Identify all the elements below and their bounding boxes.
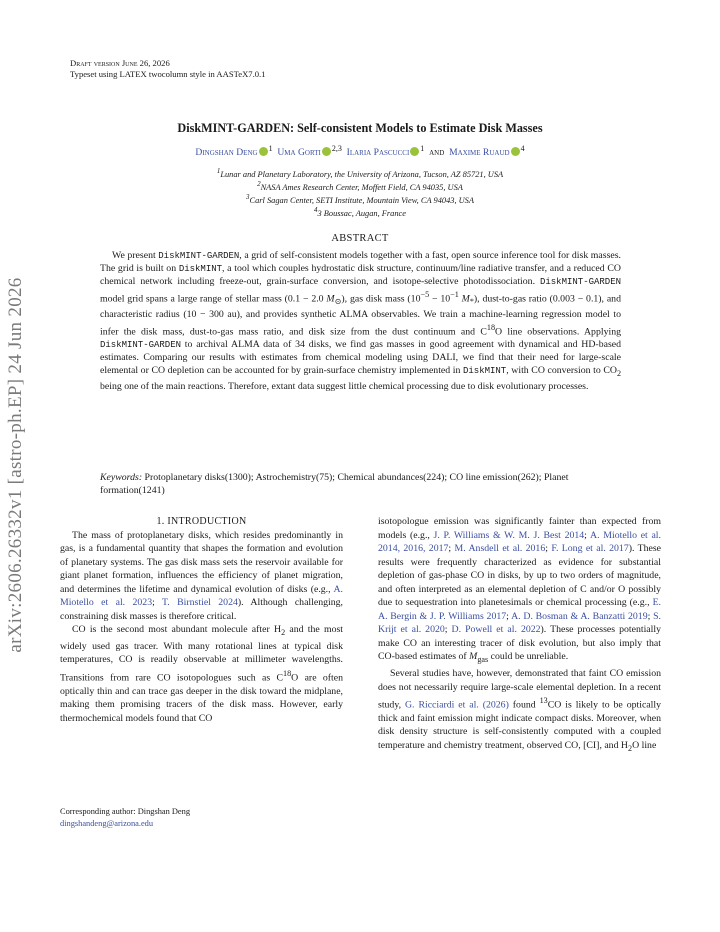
- section-heading: 1. INTRODUCTION: [156, 516, 247, 527]
- citation-link[interactable]: A. Miotello et al. 2014, 2016, 2017: [378, 529, 661, 555]
- affiliation: $^4$3 Boussac, Augan, France: [314, 206, 406, 218]
- citation-link[interactable]: T. Birnstiel 2024: [162, 597, 238, 609]
- citation-link[interactable]: G. Ricciardi et al. (2026): [404, 699, 509, 711]
- arxiv-sidebar-stamp[interactable]: arXiv:2606.26332v1 [astro-ph.EP] 24 Jun 2026: [5, 277, 26, 653]
- citation-link[interactable]: A. D. Bosman & A. Banzatti 2019: [511, 610, 648, 622]
- author-name[interactable]: Maxime Ruaud: [449, 147, 510, 159]
- affiliation: $^3$Carl Sagan Center, SETI Institute, Mountain View, CA 94043, USA: [246, 193, 474, 205]
- orcid-icon[interactable]: [511, 147, 520, 156]
- email-link[interactable]: dingshandeng@arizona.edu: [60, 819, 154, 828]
- orcid-icon[interactable]: [322, 147, 331, 156]
- orcid-icon[interactable]: [410, 147, 419, 156]
- typeset-line: Typeset using LATEX twocolumn style in AASTeX7.0.1: [70, 69, 266, 79]
- affiliation: $^2$NASA Ames Research Center, Moffett Field, CA 94035, USA: [257, 180, 463, 192]
- orcid-icon[interactable]: [259, 147, 268, 156]
- citation-link[interactable]: S. Krijt et al. 2020: [378, 610, 661, 636]
- keywords: Keywords: Protoplanetary disks(1300); Astrochemistry(75); Chemical abundances(224); CO line emission(262); Planet formation(1241): [100, 472, 569, 496]
- left-column: 1. INTRODUCTION The mass of protoplanetary disks, which resides predominantly in gas, is a fundamental quantity that shapes the formation and evolution of planetary systems. The gas disk mass sets the reservoir available for giant planet formation, influences the efficiency of planet migration, and determines the lifetime and dynamical evolution of disks (e.g., A. Miotello et al. 2023; T. Birnstiel 2024). Although challenging, constraining disk masses is therefore critical. CO is the second most abundant molecule after $H_2$ and the most widely used gas tracer. With many rotational lines at typical disk temperatures, CO is readily observable at millimeter wavelengths. Transitions from rare CO isotopologues such as $C^{18}O$ are often optically thin and can trace gas deeper in the disk toward the midplane, making them promising tracers of the disk mass. However, early thermochemical models found that CO: [60, 516, 343, 724]
- abstract-body: We present DiskMINT-GARDEN, a grid of self-consistent models together with a fast, open source inference tool for disk masses. The grid is built on DiskMINT, a tool which couples hydrostatic disk structure, continuum/line radiative transfer, and a reduced CO chemical network including freeze-out, grain-surface conversion, and isotope-selective photodissociation. DiskMINT-GARDEN model grid spans a large range of stellar mass (0.1 − 2.0 $M_⊙$), gas disk mass ($10^{-5} - 10^{-1}$ $M_*$), dust-to-gas ratio (0.003 − 0.1), and characteristic radius (10 − 300 au), and provides synthetic ALMA observables. We train a machine-learning regression model to infer the disk mass, dust-to-gas mass ratio, and disk size from the dust continuum and $C^{18}O$ line observations. Applying DiskMINT-GARDEN to archival ALMA data of 34 disks, we find gas masses in good agreement with dynamical and HD-based estimates. Comparing our results with estimates from chemical modeling using DALI, we find that their need for large-scale elemental or CO depletion can be accounted for by grain-surface chemistry implemented in DiskMINT, with CO conversion to $CO_2$ being one of the main reactions. Therefore, extant data suggest little chemical processing due to disk evolutionary processes.: [100, 250, 622, 392]
- author-name[interactable]: Uma Gorti: [277, 147, 321, 159]
- citation-link[interactable]: D. Powell et al. 2022: [451, 624, 541, 636]
- citation-link[interactable]: A. Miotello et al. 2023: [60, 583, 343, 609]
- citation-link[interactable]: J. P. Williams & W. M. J. Best 2014: [433, 529, 585, 541]
- abstract-heading: ABSTRACT: [331, 233, 389, 244]
- affiliation: $^1$Lunar and Planetary Laboratory, the University of Arizona, Tucson, AZ 85721, USA: [216, 167, 504, 179]
- paper-title: DiskMINT-GARDEN: Self-consistent Models to Estimate Disk Masses: [177, 121, 543, 135]
- corresponding-author-footnote: Corresponding author: Dingshan Deng dingshandeng@arizona.edu: [60, 807, 191, 828]
- citation-link[interactable]: M. Ansdell et al. 2016: [454, 543, 546, 555]
- author-list: Dingshan Deng $^1$ Uma Gorti $^{2,3}$ Ilaria Pascucci $^1$ and Maxime Ruaud $^4$: [195, 144, 525, 159]
- citation-link[interactable]: F. Long et al. 2017: [551, 543, 629, 555]
- author-name[interactable]: Dingshan Deng: [195, 147, 258, 159]
- citation-link[interactable]: E. A. Bergin & J. P. Williams 2017: [378, 597, 661, 622]
- draft-version-line: Draft version June 26, 2026: [70, 58, 170, 68]
- right-column: isotopologue emission was significantly fainter than expected from models (e.g., J. P. Williams & W. M. J. Best 2014; A. Miotello et al. 2014, 2016, 2017; M. Ansdell et al. 2016; F. Long et al. 2017). These results were frequently characterized as evidence for substantial depletion of gas-phase CO in disks, by up to two orders of magnitude, and often interpreted as an elemental depletion of C and/or O possibly due to sequestration into planetesimals or chemical processing (e.g., E. A. Bergin & J. P. Williams 2017; A. D. Bosman & A. Banzatti 2019; S. Krijt et al. 2020; D. Powell et al. 2022). These processes potentially make CO an interesting tracer of disk evolution, but also imply that CO-based estimates of $M_{gas}$ could be unreliable. Several studies have, however, demonstrated that faint CO emission does not necessarily require large-scale elemental depletion. In a recent study, G. Ricciardi et al. (2026) found $^{13}$CO is likely to be optically thick and faint emission might indicate compact disks. Moreover, when disk density structure is self-consistently computed with a coupled temperature and chemistry treatment, observed CO, [CI], and $H_2O$ line: [378, 516, 662, 753]
- author-name[interactable]: Ilaria Pascucci: [346, 147, 410, 159]
